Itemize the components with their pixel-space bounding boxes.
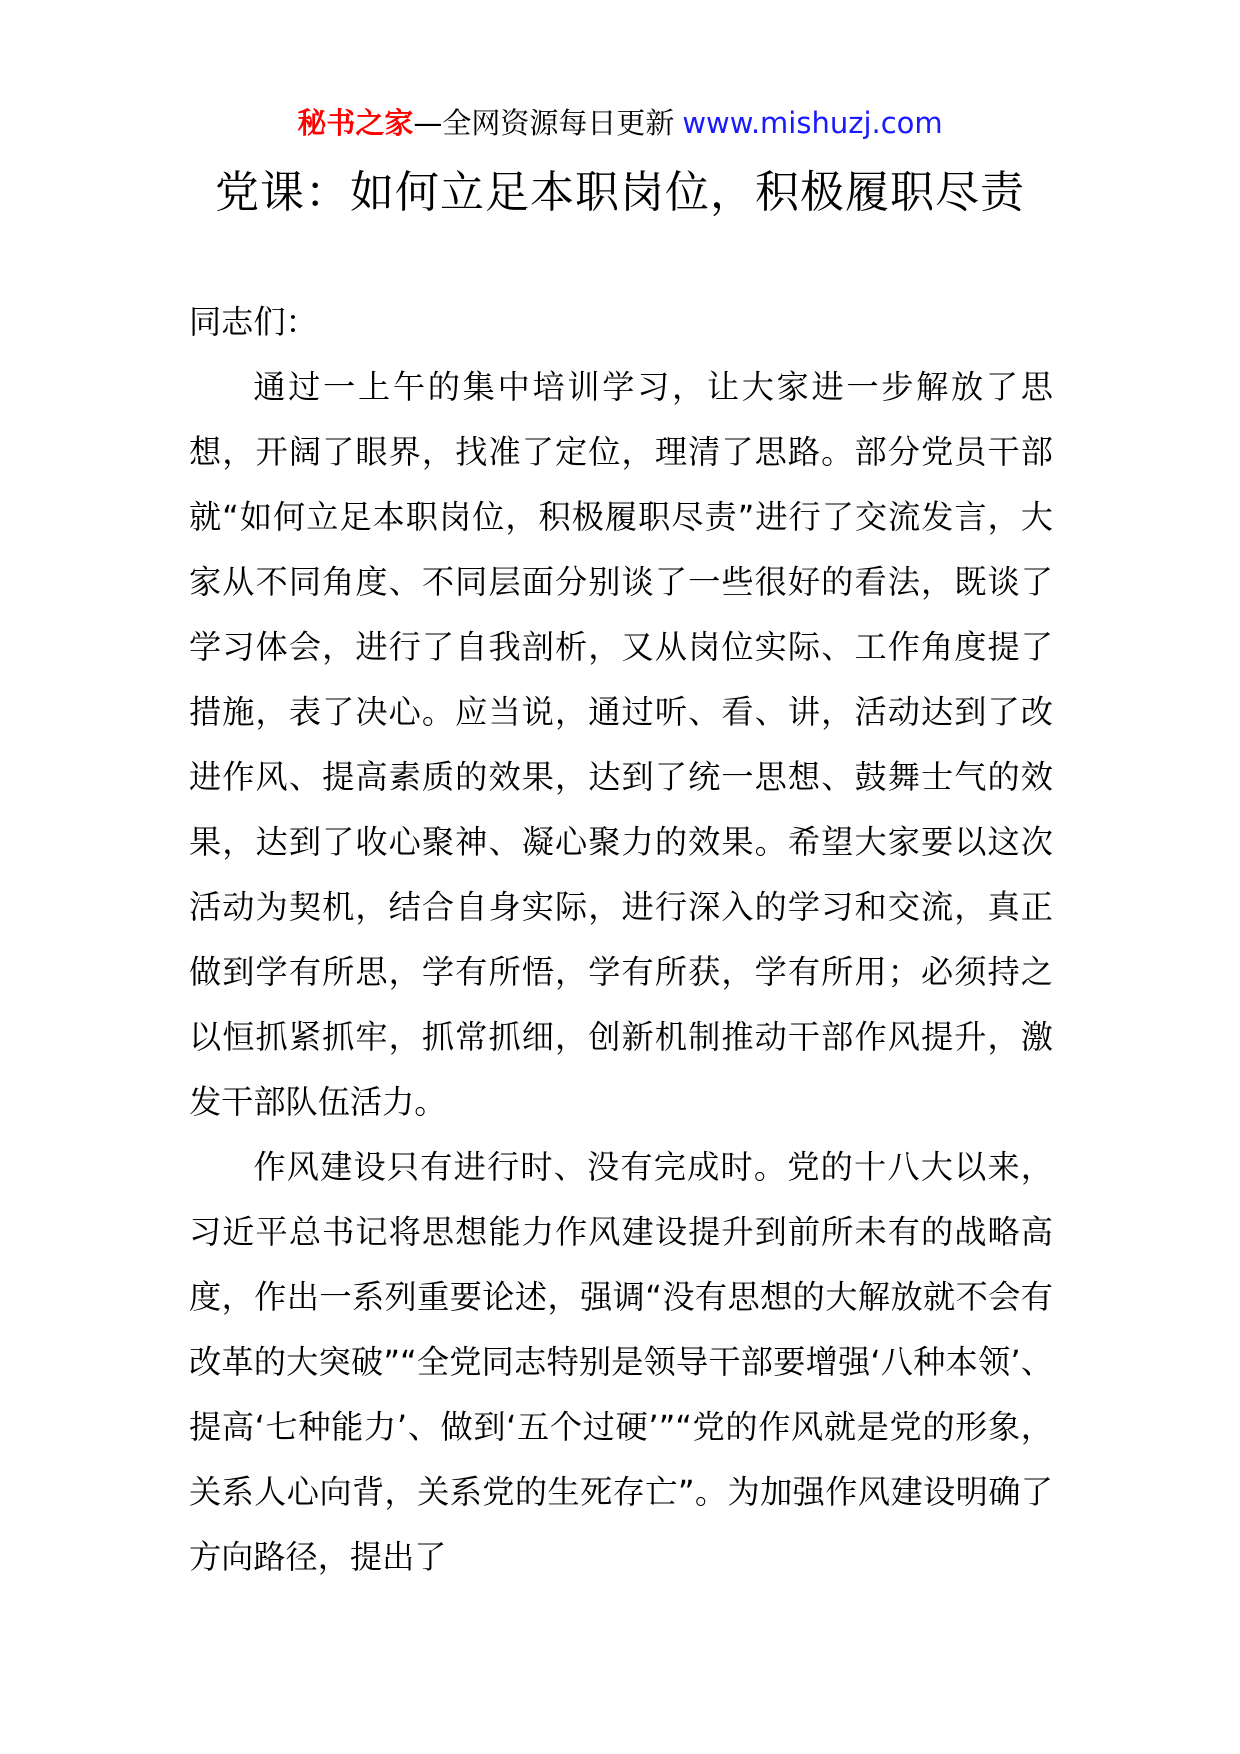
site-tagline: —全网资源每日更新 (413, 106, 675, 140)
document-title: 党课：如何立足本职岗位，积极履职尽责 (215, 167, 1025, 218)
paragraph: 作风建设只有进行时、没有完成时。党的十八大以来，习近平总书记将思想能力作风建设提升到前所未有的战略高度，作出一系列重要论述，强调“没有思想的大解放就不会有改革的大突破”“全党同志特别是领导干部要增强‘八种本领’、提高‘七种能力’、做到‘五个过硬’”“党的作风就是党的形象，关系人心向背，关系党的生死存亡”。为加强作风建设明确了方向路径，提出了 (189, 1148, 1053, 1576)
greeting: 同志们： (189, 303, 318, 341)
site-brand: 秘书之家 (297, 106, 414, 140)
site-url[interactable]: www.mishuzj.com (682, 106, 943, 140)
document-body (189, 290, 1053, 1590)
site-header (0, 100, 1240, 146)
paragraph: 通过一上午的集中培训学习，让大家进一步解放了思想，开阔了眼界，找准了定位，理清了思路。部分党员干部就“如何立足本职岗位，积极履职尽责”进行了交流发言，大家从不同角度、不同层面分别谈了一些很好的看法，既谈了学习体会，进行了自我剖析，又从岗位实际、工作角度提了措施，表了决心。应当说，通过听、看、讲，活动达到了改进作风、提高素质的效果，达到了统一思想、鼓舞士气的效果，达到了收心聚神、凝心聚力的效果。希望大家要以这次活动为契机，结合自身实际，进行深入的学习和交流，真正做到学有所思，学有所悟，学有所获，学有所用；必须持之以恒抓紧抓牢，抓常抓细，创新机制推动干部作风提升，激发干部队伍活力。 (189, 368, 1053, 1121)
